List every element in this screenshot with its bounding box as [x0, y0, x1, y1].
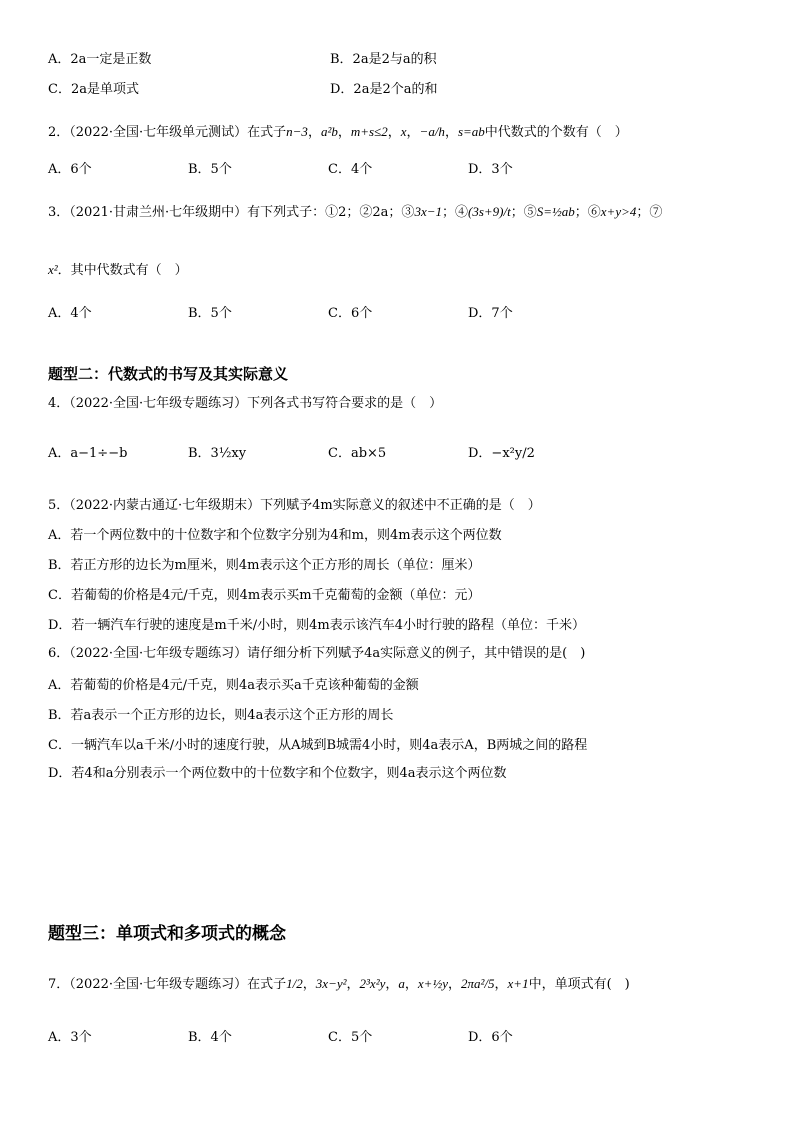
section-title: 题型二：代数式的书写及其实际意义 [48, 365, 289, 383]
q7-option-d: D．6个 [468, 1030, 513, 1045]
q7-option-c: C．5个 [328, 1030, 373, 1045]
expr: 3x−y² [315, 976, 347, 991]
question-source: （2021·甘肃兰州·七年级期中） [69, 205, 248, 220]
section-title: 题型三：单项式和多项式的概念 [48, 924, 286, 944]
q4-option-c: C．ab×5 [328, 446, 387, 461]
expr: S=½ab [536, 204, 575, 219]
q1-option-b: B．2a是2与a的积 [330, 52, 437, 67]
expr: s=ab [457, 124, 485, 139]
expr: 2πa²/5 [460, 976, 495, 991]
question-source: （2022·全国·七年级专题练习） [69, 977, 248, 992]
q4-option-a: A．a−1÷−b [48, 446, 128, 461]
question-source: （2022·全国·七年级单元测试） [69, 125, 248, 140]
question-source: （2022·全国·七年级专题练习） [69, 646, 248, 661]
expr: x² [48, 262, 58, 277]
question-source: （2022·内蒙古通辽·七年级期末） [69, 498, 261, 513]
q3-stem-cont: x²．其中代数式有（ ） [48, 262, 188, 278]
expr: m+s≤2 [350, 124, 388, 139]
question-source: （2022·全国·七年级专题练习） [69, 396, 248, 411]
q6-stem: 6．（2022·全国·七年级专题练习）请仔细分析下列赋予4a实际意义的例子，其中错误的是( ) [48, 646, 586, 661]
question-number: 5． [48, 498, 70, 513]
q4-option-b: B．3½xy [188, 446, 247, 461]
q7-option-b: B．4个 [188, 1030, 232, 1045]
question-number: 7． [48, 977, 70, 992]
expr: −a/h [419, 124, 445, 139]
question-number: 2． [48, 125, 70, 140]
question-number: 3． [48, 205, 70, 220]
q2-option-b: B．5个 [188, 162, 232, 177]
q2-option-d: D．3个 [468, 162, 513, 177]
q1-option-c: C．2a是单项式 [48, 82, 139, 97]
q2-option-a: A．6个 [48, 162, 92, 177]
q6-option-c: C．一辆汽车以a千米/小时的速度行驶，从A城到B城需4小时，则4a表示A，B两城之间的路程 [48, 738, 588, 753]
expr: 2³x²y [359, 976, 386, 991]
q5-stem: 5．（2022·内蒙古通辽·七年级期末）下列赋予4m实际意义的叙述中不正确的是（ ） [48, 498, 541, 513]
expr: 1/2 [286, 976, 303, 991]
q2-stem: 2．（2022·全国·七年级单元测试）在式子n−3，a²b，m+s≤2，x，−a/h，s=ab中代数式的个数有（ ） [48, 124, 628, 140]
q5-option-c: C．若葡萄的价格是4元/千克，则4m表示买m千克葡萄的金额（单位：元） [48, 588, 481, 603]
expr: a²b [320, 124, 338, 139]
question-number: 6． [48, 646, 70, 661]
q4-stem: 4．（2022·全国·七年级专题练习）下列各式书写符合要求的是（ ） [48, 396, 443, 411]
q3-option-b: B．5个 [188, 306, 232, 321]
q3-stem: 3．（2021·甘肃兰州·七年级期中）有下列式子：①2；②2a；③3x−1；④(3s+9)/t；⑤S=½ab；⑥x+y>4；⑦ [48, 204, 663, 220]
expr: x+y>4 [600, 204, 637, 219]
expr: n−3 [286, 124, 308, 139]
q5-option-d: D．若一辆汽车行驶的速度是m千米/小时，则4m表示该汽车4小时行驶的路程（单位：千米） [48, 618, 585, 633]
expr: x [400, 124, 407, 139]
expr: x+½y [417, 976, 448, 991]
q2-option-c: C．4个 [328, 162, 373, 177]
q3-option-d: D．7个 [468, 306, 513, 321]
q6-option-b: B．若a表示一个正方形的边长，则4a表示这个正方形的周长 [48, 708, 394, 723]
expr: a [398, 976, 405, 991]
expr: x+1 [507, 976, 529, 991]
q6-option-d: D．若4和a分别表示一个两位数中的十位数字和个位数字，则4a表示这个两位数 [48, 766, 507, 781]
q1-option-d: D．2a是2个a的和 [330, 82, 438, 97]
expr: (3s+9)/t [468, 204, 511, 219]
q5-option-b: B．若正方形的边长为m厘米，则4m表示这个正方形的周长（单位：厘米） [48, 558, 481, 573]
q7-stem: 7．（2022·全国·七年级专题练习）在式子1/2，3x−y²，2³x²y，a，x+½y，2πa²/5，x+1中，单项式有( ) [48, 976, 630, 992]
question-number: 4． [48, 396, 70, 411]
q3-option-c: C．6个 [328, 306, 373, 321]
q7-option-a: A．3个 [48, 1030, 92, 1045]
q4-option-d: D．−x²y/2 [468, 446, 535, 461]
q5-option-a: A．若一个两位数中的十位数字和个位数字分别为4和m，则4m表示这个两位数 [48, 528, 502, 543]
q6-option-a: A．若葡萄的价格是4元/千克，则4a表示买a千克该种葡萄的金额 [48, 678, 419, 693]
q3-option-a: A．4个 [48, 306, 92, 321]
expr: 3x−1 [414, 204, 442, 219]
q1-option-a: A．2a一定是正数 [48, 52, 152, 67]
